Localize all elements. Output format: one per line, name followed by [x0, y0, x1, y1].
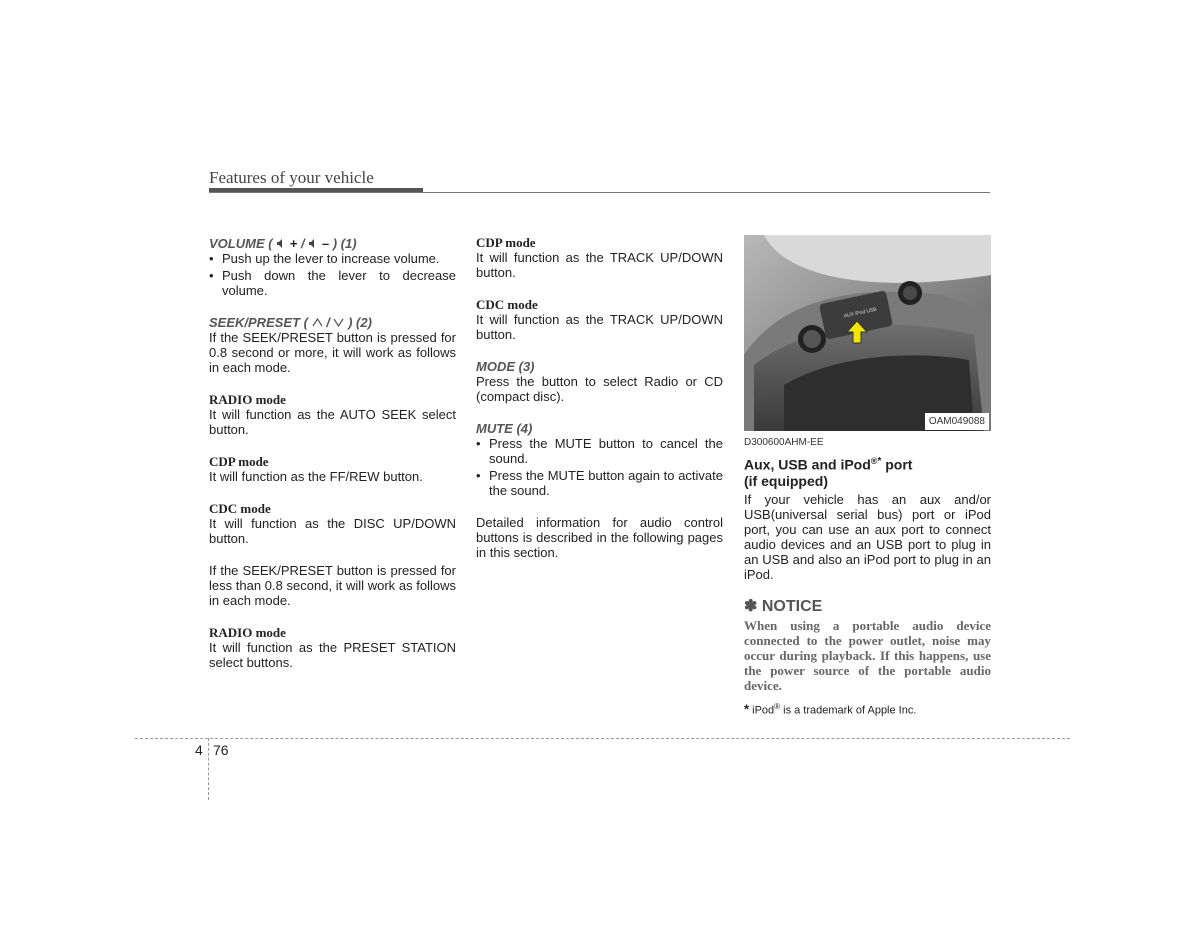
footer-divider — [135, 738, 1070, 739]
mode-text: Press the button to select Radio or CD (compact disc). — [476, 374, 723, 404]
column-left — [209, 235, 456, 670]
list-item: • Push down the lever to decrease volume. — [209, 268, 456, 298]
chevron-down-icon — [333, 318, 344, 327]
arrow-up-icon — [846, 320, 868, 344]
trademark-note: * iPod® is a trademark of Apple Inc. — [744, 701, 917, 717]
speaker-icon — [276, 238, 286, 249]
radio-mode-heading: RADIO mode — [209, 392, 286, 407]
aux-paragraph: If your vehicle has an aux and/or USB(universal serial bus) port or iPod port, you can use an aux port to connect audio devices and an USB port to plug in an USB and also an iPod port to plug in an iPod. — [744, 491, 991, 582]
page-header-title: Features of your vehicle — [209, 168, 374, 187]
list-item: • Push up the lever to increase volume. — [209, 251, 456, 266]
column-right — [744, 235, 991, 729]
mute-list — [476, 436, 723, 498]
radio-mode-heading: RADIO mode — [209, 625, 286, 640]
volume-heading: VOLUME ( + / – ) (1) — [209, 236, 357, 251]
cdp-mode-heading: CDP mode — [476, 235, 536, 250]
page-number: 76 — [213, 742, 229, 758]
speaker-icon — [308, 238, 318, 249]
cdp-mode-text: It will function as the FF/REW button. — [209, 469, 423, 484]
radio-mode-text: It will function as the PRESET STATION select buttons. — [209, 640, 456, 670]
figure-code: OAM049088 — [925, 413, 989, 430]
section-number: 4 — [195, 742, 203, 758]
cdc-mode-text: It will function as the TRACK UP/DOWN button. — [476, 312, 723, 342]
section-code: D300600AHM-EE — [744, 437, 824, 448]
detail-paragraph: Detailed information for audio control buttons is described in the following pages in this section. — [476, 515, 723, 560]
header-rule — [209, 192, 990, 193]
volume-list — [209, 251, 456, 298]
mute-heading: MUTE (4) — [476, 421, 533, 436]
notice-heading: ✽ NOTICE — [744, 597, 823, 615]
notice-text: When using a portable audio device connected to the power outlet, noise may occur during playback. If this happens, use the power source of the portable audio device. — [744, 617, 991, 693]
seek-paragraph: If the SEEK/PRESET button is pressed for 0.8 second or more, it will work as follows in each mode. — [209, 330, 456, 375]
seek-paragraph-short: If the SEEK/PRESET button is pressed for less than 0.8 second, it will work as follows in each mode. — [209, 563, 456, 608]
cdc-mode-text: It will function as the DISC UP/DOWN button. — [209, 516, 456, 546]
port-label: AUX iPod USB — [843, 306, 878, 320]
aux-usb-port-photo — [744, 235, 991, 431]
chevron-up-icon — [312, 318, 323, 327]
list-item: • Press the MUTE button again to activate the sound. — [476, 468, 723, 498]
seek-heading: SEEK/PRESET ( / ) (2) — [209, 315, 372, 330]
list-item: • Press the MUTE button to cancel the sound. — [476, 436, 723, 466]
mode-heading: MODE (3) — [476, 359, 535, 374]
footer-vertical-divider — [208, 738, 209, 800]
cdc-mode-heading: CDC mode — [476, 297, 538, 312]
cdp-mode-text: It will function as the TRACK UP/DOWN button. — [476, 250, 723, 280]
column-middle — [476, 235, 723, 560]
cdc-mode-heading: CDC mode — [209, 501, 271, 516]
cdp-mode-heading: CDP mode — [209, 454, 269, 469]
radio-mode-text: It will function as the AUTO SEEK select button. — [209, 407, 456, 437]
aux-heading: Aux, USB and iPod®* port (if equipped) — [744, 456, 913, 489]
